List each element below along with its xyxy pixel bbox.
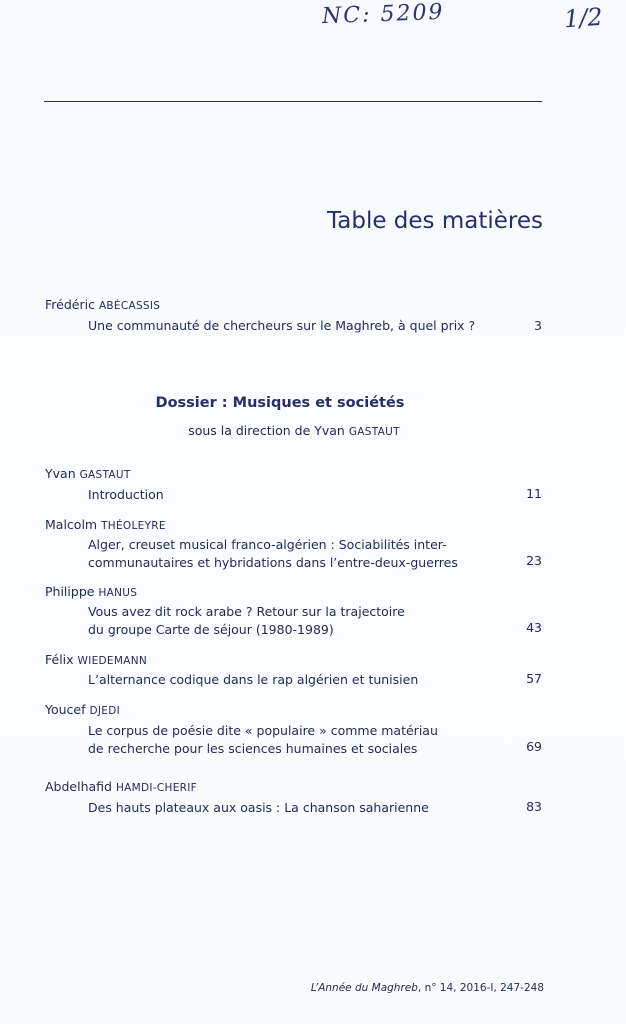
entry-author-first: Félix xyxy=(45,652,74,667)
entry-author xyxy=(45,652,147,667)
entry-author xyxy=(45,779,197,794)
intro-author-first: Frédéric xyxy=(45,297,95,312)
entry-author-first: Youcef xyxy=(45,702,86,717)
header-rule xyxy=(44,101,542,102)
entry-page-number: 43 xyxy=(526,620,542,635)
entry-title-line: Vous avez dit rock arabe ? Retour sur la trajectoire xyxy=(88,604,405,619)
entry-title xyxy=(88,722,488,758)
entry-author-first: Malcolm xyxy=(45,517,98,532)
entry-author-last: HAMDI-CHERIF xyxy=(115,782,197,794)
dossier-heading: Dossier : Musiques et sociétés xyxy=(155,395,405,411)
intro-author-last: ABÉCASSIS xyxy=(98,300,161,312)
entry-author xyxy=(45,584,137,599)
entry-title-line: du groupe Carte de séjour (1980-1989) xyxy=(88,622,334,637)
dossier-direction xyxy=(0,423,588,438)
handwritten-reference-number: NC: 5209 xyxy=(321,0,445,30)
entry-author-last: THÉOLEYRE xyxy=(101,520,166,532)
entry-page-number: 69 xyxy=(526,739,542,754)
entry-title-line: Le corpus de poésie dite « populaire » comme matériau xyxy=(88,723,438,738)
entry-author-last: GASTAUT xyxy=(79,469,131,481)
intro-page-number: 3 xyxy=(534,318,542,333)
dossier-direction-last: GASTAUT xyxy=(348,426,400,438)
entry-author xyxy=(45,517,166,532)
entry-title xyxy=(88,671,488,689)
entry-author xyxy=(45,702,120,717)
entry-title-line: Alger, creuset musical franco-algérien : Sociabilités inter- xyxy=(88,537,447,552)
entry-title xyxy=(88,486,488,504)
entry-title-line: Introduction xyxy=(88,487,164,502)
dossier-direction-prefix: sous la direction de Yvan xyxy=(188,423,345,438)
page-title: Table des matières xyxy=(327,208,543,234)
intro-author xyxy=(45,297,160,312)
entry-author-last: DJEDI xyxy=(89,705,120,717)
entry-title xyxy=(88,799,488,817)
entry-title xyxy=(88,536,488,572)
handwritten-page-fraction: 1/2 xyxy=(563,2,604,34)
journal-citation xyxy=(311,982,544,994)
entry-title-line: Des hauts plateaux aux oasis : La chanson saharienne xyxy=(88,800,429,815)
entry-author-first: Philippe xyxy=(45,584,95,599)
entry-author-first: Abdelhafid xyxy=(45,779,112,794)
journal-name: L’Année du Maghreb xyxy=(310,982,418,994)
entry-title-line: communautaires et hybridations dans l’entre-deux-guerres xyxy=(88,555,458,570)
entry-page-number: 23 xyxy=(526,553,542,568)
entry-author-last: WIEDEMANN xyxy=(77,655,148,667)
entry-page-number: 11 xyxy=(526,486,542,501)
entry-author-last: HANUS xyxy=(98,587,138,599)
intro-title-text: Une communauté de chercheurs sur le Maghreb, à quel prix ? xyxy=(88,318,476,333)
journal-issue: , n° 14, 2016-I, 247-248 xyxy=(417,982,544,994)
intro-title xyxy=(88,317,488,335)
entry-author-first: Yvan xyxy=(45,466,76,481)
entry-page-number: 57 xyxy=(526,671,542,686)
entry-title-line: de recherche pour les sciences humaines et sociales xyxy=(88,741,418,756)
entry-page-number: 83 xyxy=(526,799,542,814)
entry-author xyxy=(45,466,131,481)
entry-title xyxy=(88,603,488,639)
entry-title-line: L’alternance codique dans le rap algérien et tunisien xyxy=(88,672,419,687)
